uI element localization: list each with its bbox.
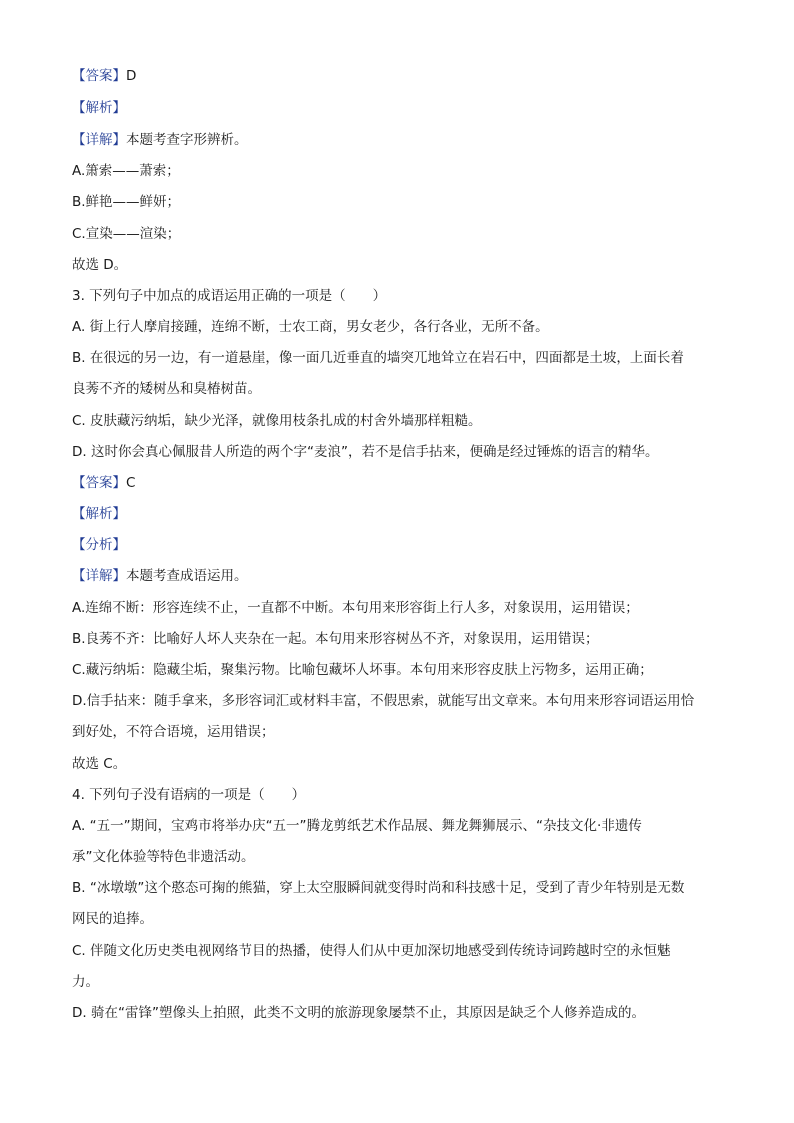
- q2-explanation-c: C.宣染——渲染；: [72, 226, 181, 242]
- q2-conclusion: 故选 D。: [72, 257, 128, 273]
- detail-tag: 【详解】: [72, 568, 126, 584]
- q3-option-a: A. 街上行人摩肩接踵，连绵不断，士农工商，男女老少，各行各业，无所不备。: [72, 319, 549, 335]
- fenxi-tag: 【分析】: [72, 537, 126, 553]
- q3-option-d: D. 这时你会真心佩服昔人所造的两个字“麦浪”，若不是信手拈来，便确是经过锤炼的语言的精华。: [72, 444, 659, 460]
- answer-value: D: [126, 68, 137, 84]
- q3-analysis-line: [72, 505, 722, 523]
- q3-conclusion: 故选 C。: [72, 756, 127, 772]
- q4-option-d: D. 骑在“雷锋”塑像头上拍照，此类不文明的旅游现象屡禁不止，其原因是缺乏个人修养造成的。: [72, 1005, 645, 1021]
- detail-text: 本题考查成语运用。: [126, 568, 248, 584]
- answer-tag: 【答案】: [72, 475, 126, 491]
- q2-explanation-b: B.鲜艳——鲜妍；: [72, 194, 181, 210]
- q4-option-c-cont: 力。: [72, 974, 99, 990]
- q3-answer-line: [72, 474, 722, 492]
- q3-explanation-a: A.连绵不断：形容连续不止，一直都不中断。本句用来形容街上行人多，对象误用，运用错误；: [72, 600, 639, 616]
- q3-explanation-b: B.良莠不齐：比喻好人坏人夹杂在一起。本句用来形容树丛不齐，对象误用，运用错误；: [72, 631, 599, 647]
- detail-text: 本题考查字形辨析。: [126, 132, 248, 148]
- q2-detail-line: [72, 131, 722, 149]
- q4-option-b-cont: 网民的追捧。: [72, 911, 153, 927]
- q3-option-b-cont: 良莠不齐的矮树丛和臭椿树苗。: [72, 381, 261, 397]
- q4-option-b: B. “冰墩墩”这个憨态可掬的熊猫，穿上太空服瞬间就变得时尚和科技感十足，受到了青少年特别是无数: [72, 880, 685, 896]
- q3-explanation-d-cont: 到好处，不符合语境，运用错误；: [72, 724, 275, 740]
- q2-explanation-a: A.箫索——萧索；: [72, 163, 180, 179]
- analysis-tag: 【解析】: [72, 506, 126, 522]
- q2-analysis-line: [72, 99, 722, 117]
- q3-option-b: B. 在很远的另一边，有一道悬崖，像一面几近垂直的墙突兀地耸立在岩石中，四面都是土坡，上面长着: [72, 350, 684, 366]
- q3-option-c: C. 皮肤藏污纳垢，缺少光泽，就像用枝条扎成的村舍外墙那样粗糙。: [72, 413, 482, 429]
- q2-answer-line: [72, 67, 722, 85]
- q3-explanation-d: D.信手拈来：随手拿来，多形容词汇或材料丰富，不假思索，就能写出文章来。本句用来形容词语运用恰: [72, 693, 695, 709]
- q4-option-a: A. “五一”期间，宝鸡市将举办庆“五一”腾龙剪纸艺术作品展、舞龙舞狮展示、“杂技文化·非遗传: [72, 818, 642, 834]
- q3-detail-line: [72, 567, 722, 585]
- q4-option-c: C. 伴随文化历史类电视网络节目的热播，使得人们从中更加深切地感受到传统诗词跨越时空的永恒魅: [72, 943, 671, 959]
- answer-value: C: [126, 475, 136, 491]
- q3-fenxi-line: [72, 536, 722, 554]
- q3-explanation-c: C.藏污纳垢：隐藏尘垢，聚集污物。比喻包藏坏人坏事。本句用来形容皮肤上污物多，运用正确；: [72, 662, 653, 678]
- answer-tag: 【答案】: [72, 68, 126, 84]
- detail-tag: 【详解】: [72, 132, 126, 148]
- q4-stem: 4. 下列句子没有语病的一项是（ ）: [72, 787, 306, 803]
- q4-option-a-cont: 承”文化体验等特色非遗活动。: [72, 849, 255, 865]
- analysis-tag: 【解析】: [72, 100, 126, 116]
- q3-stem: 3. 下列句子中加点的成语运用正确的一项是（ ）: [72, 288, 387, 304]
